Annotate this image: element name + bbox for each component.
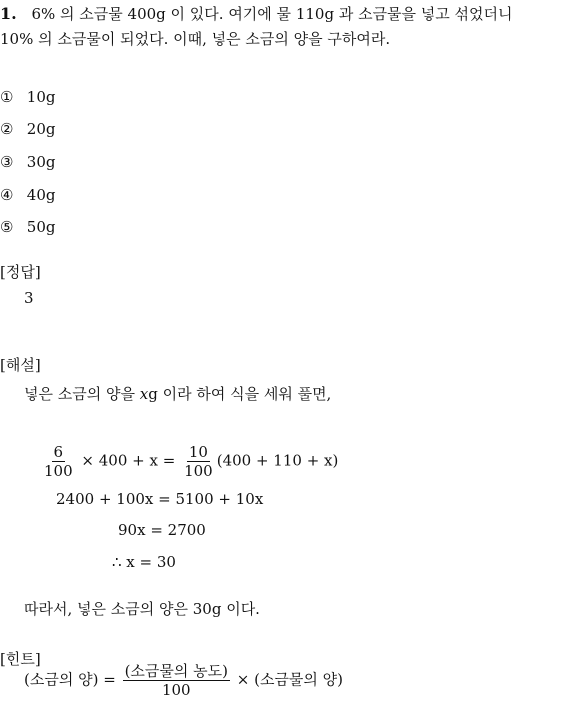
equation-1: [40, 443, 338, 480]
choice-text: 20g: [26, 120, 56, 138]
choice-4[interactable]: [0, 186, 55, 204]
hint-formula: [24, 662, 343, 699]
explanation-conclusion: 따라서, 넣은 소금의 양은 30g 이다.: [24, 600, 260, 618]
fraction-numerator: 10: [188, 443, 208, 461]
fraction-10-over-100: [182, 443, 215, 480]
hint-heading: [힌트]: [0, 650, 41, 668]
answer-value: 3: [24, 289, 34, 307]
choice-text: 50g: [26, 218, 56, 236]
explanation-heading: [해설]: [0, 356, 41, 374]
choice-marker: ③: [0, 153, 14, 171]
question-text-line-2: 10% 의 소금물이 되었다. 이때, 넣은 소금의 양을 구하여라.: [0, 30, 391, 48]
hint-lhs: (소금의 양) =: [24, 670, 116, 689]
answer-heading: [정답]: [0, 263, 41, 281]
explanation-intro-pre: 넣은 소금의 양을: [24, 385, 140, 403]
choice-1[interactable]: [0, 88, 55, 106]
hint-rhs: × (소금물의 양): [236, 670, 344, 689]
fraction-numerator: 6: [53, 443, 64, 461]
equation-2: 2400 + 100x = 5100 + 10x: [56, 490, 264, 508]
choice-marker: ②: [0, 120, 14, 138]
choice-text: 40g: [26, 186, 56, 204]
choice-marker: ①: [0, 88, 14, 106]
fraction-denominator: 100: [184, 462, 213, 480]
choice-text: 30g: [26, 153, 56, 171]
equation-3: 90x = 2700: [118, 521, 206, 539]
fraction-numerator: (소금물의 농도): [124, 662, 228, 680]
explanation-intro: [24, 383, 331, 404]
equation-1-middle: × 400 + x =: [81, 451, 176, 470]
question-line-1: [0, 3, 513, 25]
choice-text: 10g: [26, 88, 56, 106]
choice-3[interactable]: [0, 153, 55, 171]
variable-x: x: [139, 385, 149, 403]
equation-1-tail: (400 + 110 + x): [216, 451, 339, 470]
choice-marker: ⑤: [0, 218, 14, 236]
choice-marker: ④: [0, 186, 14, 204]
fraction-denominator: 100: [44, 462, 73, 480]
question-number: 1.: [0, 4, 17, 23]
question-text-line-1: 6% 의 소금물 400g 이 있다. 여기에 물 110g 과 소금물을 넣고 섞었더니: [31, 5, 513, 23]
hint-fraction: [123, 662, 230, 699]
equation-4: ∴ x = 30: [112, 553, 176, 571]
fraction-6-over-100: [42, 443, 75, 480]
choice-5[interactable]: [0, 218, 55, 236]
choice-2[interactable]: [0, 120, 55, 138]
explanation-intro-post: g 이라 하여 식을 세워 풀면,: [148, 385, 332, 403]
fraction-denominator: 100: [161, 681, 191, 699]
